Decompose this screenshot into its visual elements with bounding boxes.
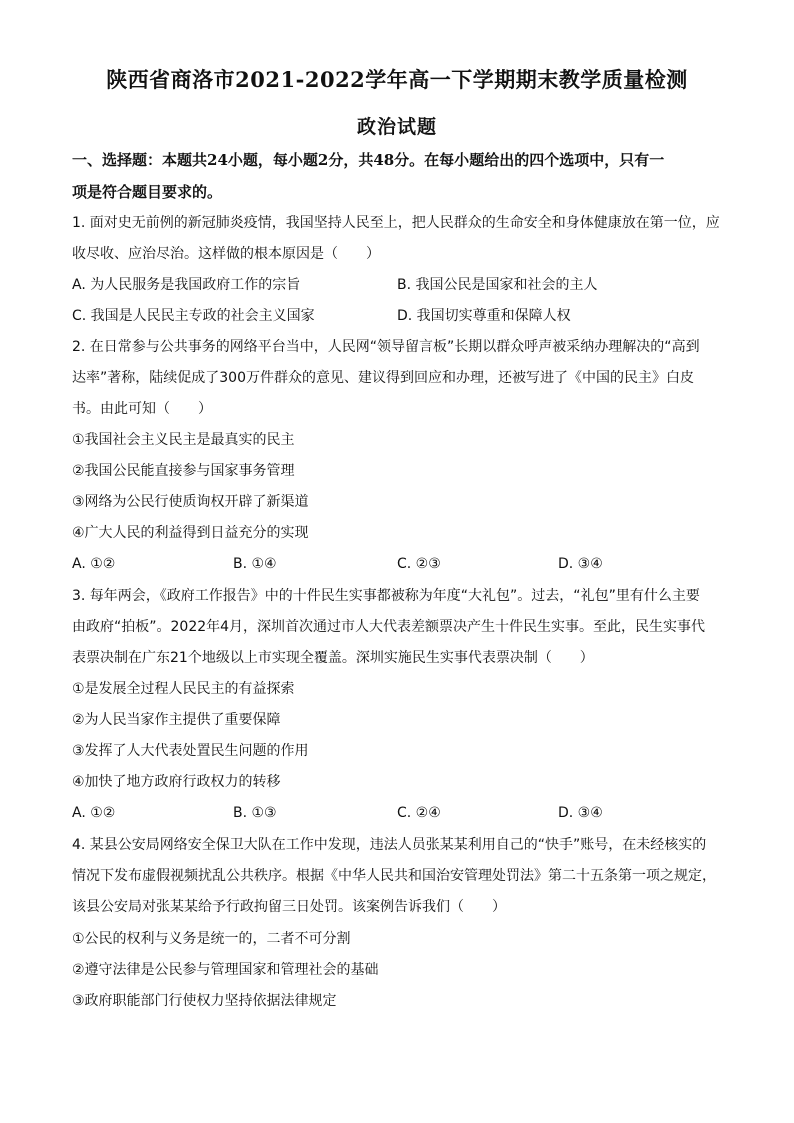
q2-option-a: A. ①② [72,556,116,572]
q4-item-3: ③政府职能部门行使权力坚持依据法律规定 [72,993,337,1009]
q3-item-2: ②为人民当家作主提供了重要保障 [72,712,281,728]
q1-stem-line-2: 收尽收、应治尽治。这样做的根本原因是（ ） [72,246,380,262]
page-subtitle: 政治试题 [356,116,437,138]
q2-item-3: ③网络为公民行使质询权开辟了新渠道 [72,494,309,510]
q3-stem-line-2: 由政府“拍板”。2022年4月，深圳首次通过市人大代表差额票决产生十件民生实事。至此，民生实事代 [72,619,706,635]
q2-stem-line-3: 书。由此可知（ ） [72,401,212,417]
q2-stem-line-2: 达率”著称，陆续促成了300万件群众的意见、建议得到回应和办理，还被写进了《中国的民主》白皮 [72,370,694,386]
q3-option-d: D. ③④ [558,805,603,821]
section-heading-line-1: 一、选择题：本题共24小题，每小题2分，共48分。在每小题给出的四个选项中，只有一 [72,151,665,169]
q4-item-2: ②遵守法律是公民参与管理国家和管理社会的基础 [72,962,379,978]
q1-stem-line-1: 1. 面对史无前例的新冠肺炎疫情，我国坚持人民至上，把人民群众的生命安全和身体健康放在第一位，应 [72,215,720,231]
q3-option-c: C. ②④ [397,805,441,821]
q3-item-4: ④加快了地方政府行政权力的转移 [72,774,281,790]
page-title: 陕西省商洛市2021-2022学年高一下学期期末教学质量检测 [106,67,688,92]
q2-stem-line-1: 2. 在日常参与公共事务的网络平台当中，人民网“领导留言板”长期以群众呼声被采纳办理解决的“高到 [72,339,700,355]
q1-option-b: B. 我国公民是国家和社会的主人 [397,277,598,293]
q4-item-1: ①公民的权利与义务是统一的，二者不可分割 [72,931,351,947]
q2-option-b: B. ①④ [233,556,277,572]
q3-item-3: ③发挥了人大代表处置民生问题的作用 [72,743,309,759]
q2-option-d: D. ③④ [558,556,603,572]
q1-option-d: D. 我国切实尊重和保障人权 [397,308,571,324]
q1-option-a: A. 为人民服务是我国政府工作的宗旨 [72,277,301,293]
q4-stem-line-2: 情况下发布虚假视频扰乱公共秩序。根据《中华人民共和国治安管理处罚法》第二十五条第一项之规定， [72,868,716,884]
q2-option-c: C. ②③ [397,556,441,572]
q4-stem-line-3: 该县公安局对张某某给予行政拘留三日处罚。该案例告诉我们（ ） [72,899,506,915]
q1-option-c: C. 我国是人民民主专政的社会主义国家 [72,308,315,324]
q2-item-4: ④广大人民的利益得到日益充分的实现 [72,525,309,541]
q4-stem-line-1: 4. 某县公安局网络安全保卫大队在工作中发现，违法人员张某某利用自己的“快手”账号，在未经核实的 [72,837,707,853]
q3-option-a: A. ①② [72,805,116,821]
q3-item-1: ①是发展全过程人民民主的有益探索 [72,681,295,697]
q3-stem-line-3: 表票决制在广东21个地级以上市实现全覆盖。深圳实施民生实事代表票决制（ ） [72,650,594,666]
q2-item-1: ①我国社会主义民主是最真实的民主 [72,432,295,448]
q3-option-b: B. ①③ [233,805,277,821]
section-heading-line-2: 项是符合题目要求的。 [72,183,223,201]
q2-item-2: ②我国公民能直接参与国家事务管理 [72,463,295,479]
q3-stem-line-1: 3. 每年两会，《政府工作报告》中的十件民生实事都被称为年度“大礼包”。过去，“礼包”里有什么主要 [72,588,700,604]
